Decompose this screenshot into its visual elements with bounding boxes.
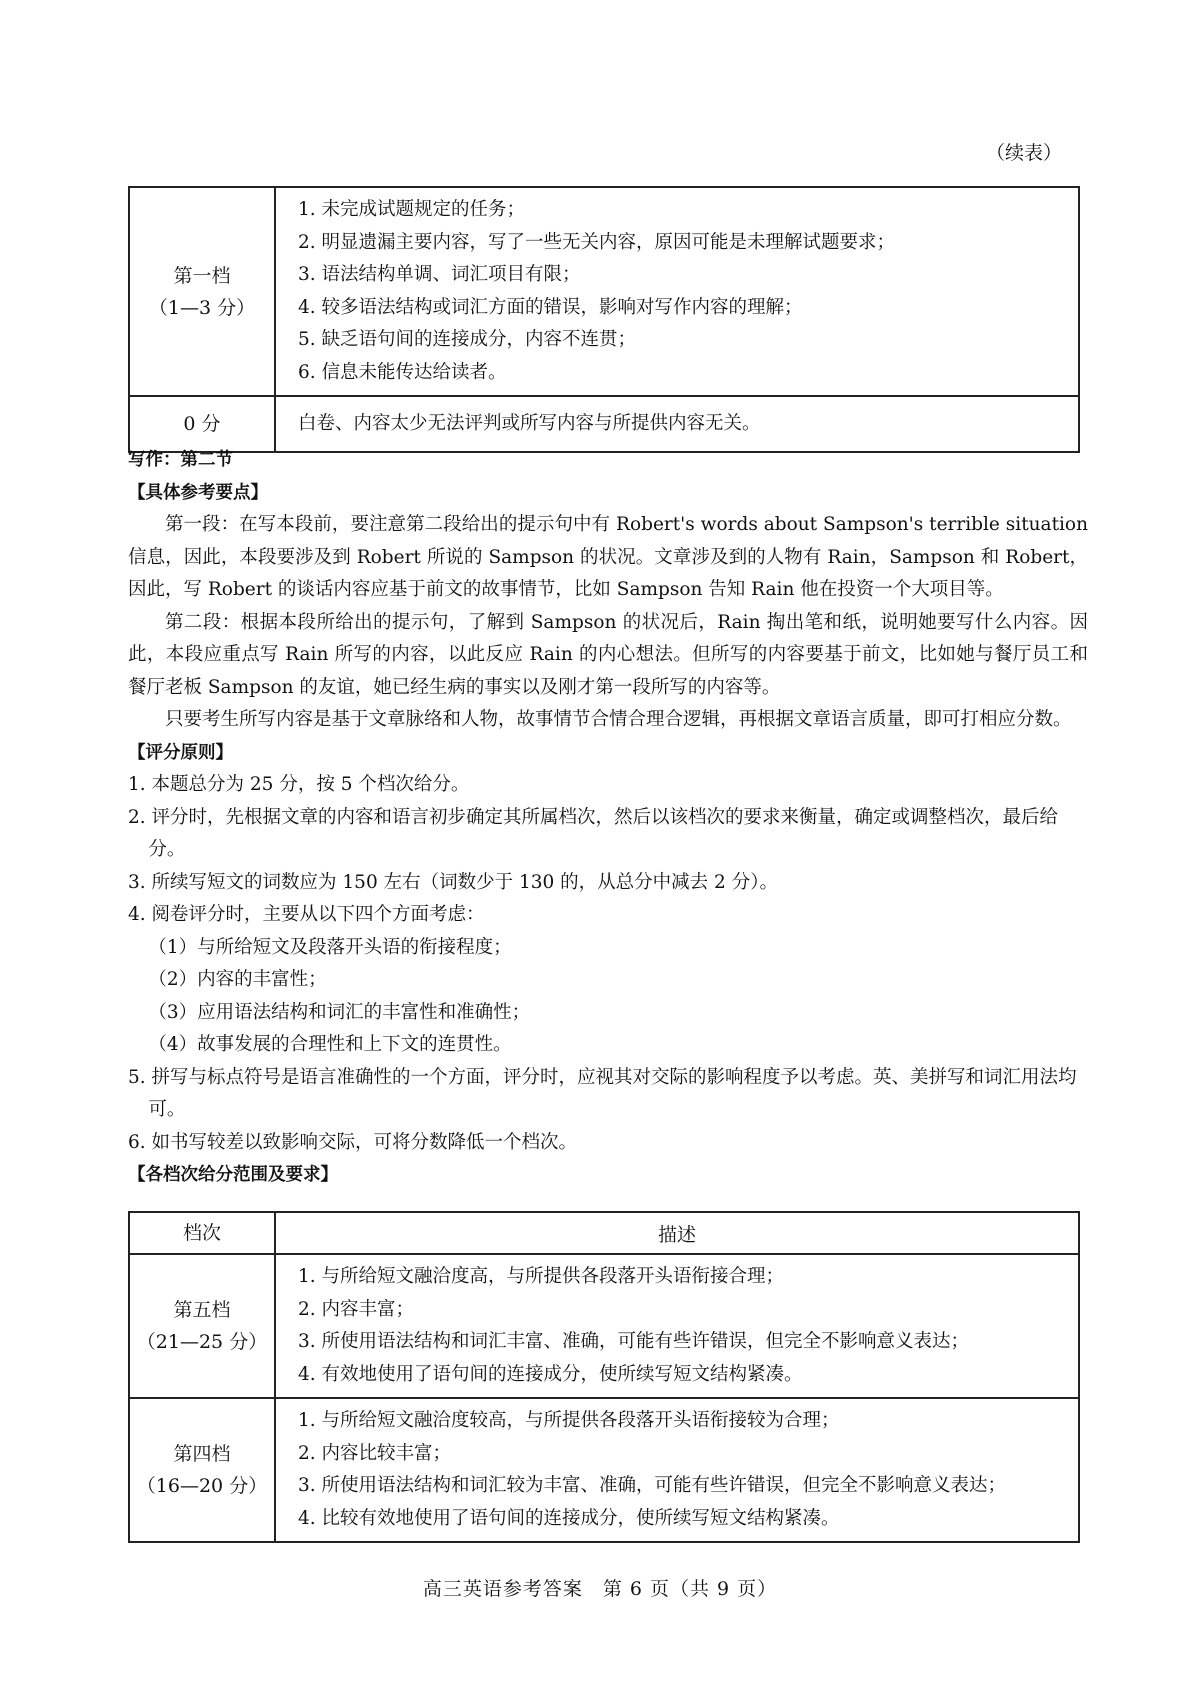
principle-subitem: （1）与所给短文及段落开头语的衔接程度； bbox=[148, 936, 512, 958]
criterion: 4. 有效地使用了语句间的连接成分，使所续写短文结构紧凑。 bbox=[298, 1363, 803, 1385]
level-name: 第一档 bbox=[173, 264, 231, 287]
continued-label: （续表） bbox=[985, 142, 1062, 164]
column-header-level: 档次 bbox=[129, 1212, 275, 1254]
key-point-paragraph: 第二段：根据本段所给出的提示句，了解到 Sampson 的状况后，Rain 掏出笔和纸，说明她要写什么内容。因此，本段应重点写 Rain 所写的内容，以此反应 Rain 的内心想法。但所写的内容要基于前文，比如她与餐厅员工和餐厅老板 Sampson 的友谊，她已经生病的事实以及刚才第一段所写的内容等。 bbox=[128, 611, 1088, 698]
column-header-description: 描述 bbox=[275, 1212, 1079, 1254]
criterion: 1. 与所给短文融洽度较高，与所提供各段落开头语衔接较为合理； bbox=[298, 1410, 840, 1431]
table-row bbox=[129, 187, 1079, 396]
criterion: 3. 所使用语法结构和词汇丰富、准确，可能有些许错误，但完全不影响意义表达； bbox=[298, 1331, 970, 1352]
criterion: 2. 明显遗漏主要内容，写了一些无关内容，原因可能是未理解试题要求； bbox=[298, 231, 896, 253]
grading-table-continued bbox=[128, 186, 1080, 453]
criterion: 4. 较多语法结构或词汇方面的错误，影响对写作内容的理解； bbox=[298, 296, 803, 318]
level-cell bbox=[129, 187, 275, 396]
criterion: 4. 比较有效地使用了语句间的连接成分，使所续写短文结构紧凑。 bbox=[298, 1507, 840, 1529]
level-range: （21—25 分） bbox=[136, 1331, 268, 1353]
key-point-paragraph: 只要考生所写内容是基于文章脉络和人物，故事情节合情合理合逻辑，再根据文章语言质量，即可打相应分数。 bbox=[165, 709, 1072, 730]
key-points-heading: 【具体参考要点】 bbox=[128, 482, 268, 503]
principle-subitem: （2）内容的丰富性； bbox=[148, 969, 327, 990]
description-cell bbox=[275, 1254, 1079, 1398]
criterion: 1. 与所给短文融洽度高，与所提供各段落开头语衔接合理； bbox=[298, 1266, 785, 1287]
principle-item: 5. 拼写与标点符号是语言准确性的一个方面，评分时，应视其对交际的影响程度予以考虑。英、美拼写和词汇用法均可。 bbox=[128, 1066, 1077, 1120]
principle-subitem: （4）故事发展的合理性和上下文的连贯性。 bbox=[148, 1034, 512, 1055]
answer-body bbox=[128, 444, 1088, 1192]
criterion: 3. 所使用语法结构和词汇较为丰富、准确，可能有些许错误，但完全不影响意义表达； bbox=[298, 1475, 1007, 1496]
section-title: 写作：第二节 bbox=[128, 450, 233, 470]
level-name: 第四档 bbox=[173, 1443, 231, 1465]
level-range: （1—3 分） bbox=[148, 296, 256, 319]
level-range: （16—20 分） bbox=[136, 1475, 268, 1497]
criterion: 白卷、内容太少无法评判或所写内容与所提供内容无关。 bbox=[275, 396, 1079, 452]
table-header-row bbox=[129, 1212, 1079, 1254]
criterion: 2. 内容比较丰富； bbox=[298, 1442, 452, 1464]
criterion: 1. 未完成试题规定的任务； bbox=[298, 199, 526, 220]
principle-subitem: （3）应用语法结构和词汇的丰富性和准确性； bbox=[148, 1001, 531, 1023]
page-footer: 高三英语参考答案 第 6 页（共 9 页） bbox=[422, 1578, 778, 1600]
description-cell bbox=[275, 187, 1079, 396]
criterion: 3. 语法结构单调、词汇项目有限； bbox=[298, 264, 581, 285]
level-name: 0 分 bbox=[129, 396, 275, 452]
score-range-table bbox=[128, 1211, 1080, 1543]
criterion: 2. 内容丰富； bbox=[298, 1298, 415, 1320]
level-name: 第五档 bbox=[173, 1299, 231, 1321]
principles-heading: 【评分原则】 bbox=[128, 742, 233, 763]
table-row bbox=[129, 1398, 1079, 1542]
ranges-heading: 【各档次给分范围及要求】 bbox=[128, 1165, 338, 1185]
level-cell bbox=[129, 1254, 275, 1398]
principle-item: 3. 所续写短文的词数应为 150 左右（词数少于 130 的，从总分中减去 2 分）。 bbox=[128, 871, 778, 893]
key-point-paragraph: 第一段：在写本段前，要注意第二段给出的提示句中有 Robert's words about Sampson's terrible situation 信息，因此，本段要涉及到 Robert 所说的 Sampson 的状况。文章涉及到的人物有 Rain，Sampson 和 Robert，因此，写 Robert 的谈话内容应基于前文的故事情节，比如 Sampson 告知 Rain 他在投资一个大项目等。 bbox=[128, 514, 1088, 600]
principle-item: 4. 阅卷评分时，主要从以下四个方面考虑： bbox=[128, 904, 485, 925]
criterion: 6. 信息未能传达给读者。 bbox=[298, 361, 507, 383]
principle-item: 6. 如书写较差以致影响交际，可将分数降低一个档次。 bbox=[128, 1131, 578, 1153]
description-cell bbox=[275, 1398, 1079, 1542]
table-row bbox=[129, 1254, 1079, 1398]
principle-item: 2. 评分时，先根据文章的内容和语言初步确定其所属档次，然后以该档次的要求来衡量，确定或调整档次，最后给分。 bbox=[128, 806, 1059, 860]
level-cell bbox=[129, 1398, 275, 1542]
principle-item: 1. 本题总分为 25 分，按 5 个档次给分。 bbox=[128, 774, 470, 795]
criterion: 5. 缺乏语句间的连接成分，内容不连贯； bbox=[298, 329, 637, 350]
